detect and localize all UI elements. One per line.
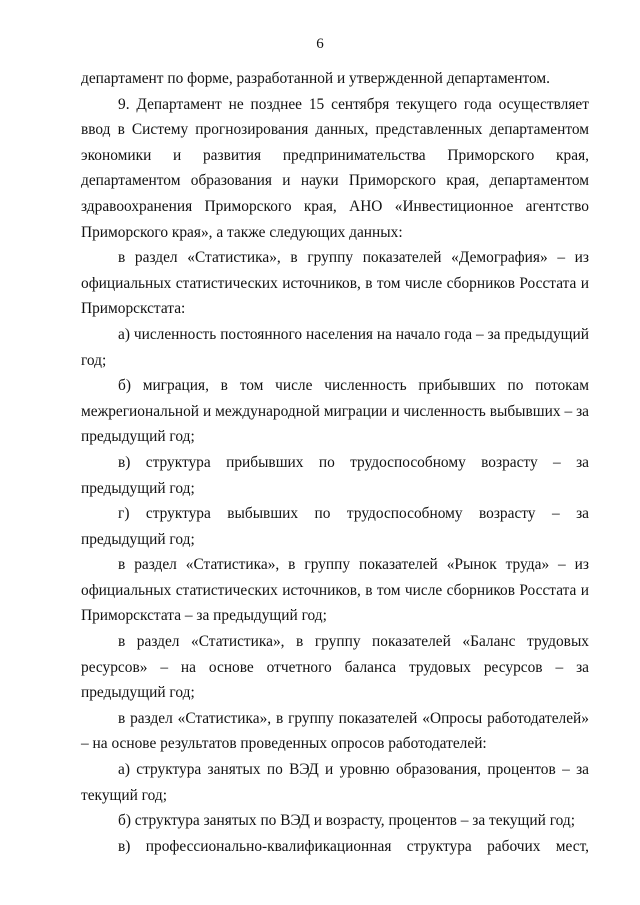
- paragraph: в раздел «Статистика», в группу показателей «Демография» – из официальных статистических источников, в том числе сборников Росстата и Приморскстата:: [81, 249, 589, 318]
- list-item: в) профессионально-квалификационная структура рабочих мест,: [118, 837, 589, 855]
- paragraph: в раздел «Статистика», в группу показателей «Опросы работодателей» – на основе результатов проведенных опросов работодателей:: [81, 709, 589, 753]
- paragraph: департамент по форме, разработанной и утвержденной департаментом.: [81, 70, 551, 87]
- document-body: [81, 66, 589, 859]
- paragraph: 9. Департамент не позднее 15 сентября текущего года осуществляет ввод в Систему прогнозирования данных, представленных департаментом экономики и развития предпринимательства Приморского края, департаментом образования и науки Приморского края, департаментом здравоохранения Приморского края, АНО «Инвестиционное агентство Приморского края», а также следующих данных:: [81, 95, 589, 241]
- list-item: б) структура занятых по ВЭД и возрасту, процентов – за текущий год;: [118, 812, 575, 830]
- paragraph: в раздел «Статистика», в группу показателей «Рынок труда» – из официальных статистических источников, в том числе сборников Росстата и Приморскстата – за предыдущий год;: [81, 556, 589, 625]
- list-item: г) структура выбывших по трудоспособному возрасту – за предыдущий год;: [81, 505, 589, 548]
- list-item: в) структура прибывших по трудоспособному возрасту – за предыдущий год;: [81, 453, 589, 497]
- list-item: а) численность постоянного населения на начало года – за предыдущий год;: [81, 325, 589, 369]
- list-item: б) миграция, в том числе численность прибывших по потокам межрегиональной и международной миграции и численность выбывших – за предыдущий год;: [81, 377, 589, 446]
- paragraph: в раздел «Статистика», в группу показателей «Баланс трудовых ресурсов» – на основе отчетного баланса трудовых ресурсов – за предыдущий год;: [81, 633, 589, 702]
- list-item: а) структура занятых по ВЭД и уровню образования, процентов – за текущий год;: [81, 761, 589, 804]
- page-number: 6: [316, 36, 324, 52]
